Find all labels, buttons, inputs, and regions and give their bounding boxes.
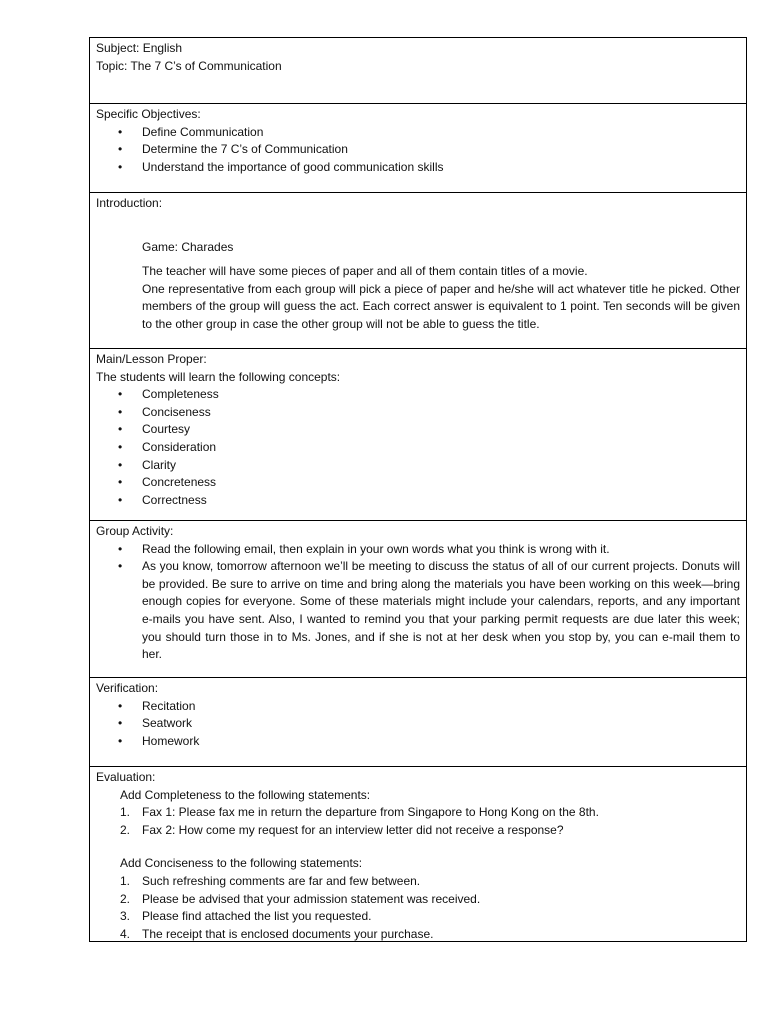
game-title: Game: Charades [142,239,234,254]
introduction-heading: Introduction: [96,196,163,210]
lesson-cell [89,349,747,521]
verification-cell [89,678,747,767]
evaluation-heading: Evaluation: [96,770,156,784]
list-item: • Recitation [142,698,740,716]
list-item: • Homework [142,733,740,751]
group-activity-heading: Group Activity: [96,524,174,538]
list-item: 3. Please find attached the list you requested. [120,909,372,924]
list-item: 2. Please be advised that your admission statement was received. [120,891,481,906]
list-item: • Conciseness [142,404,740,422]
lesson-heading: Main/Lesson Proper: [96,352,207,366]
list-item: • Concreteness [142,474,740,492]
list-item: • Determine the 7 C’s of Communication [142,141,740,159]
objectives-heading: Specific Objectives: [96,107,201,121]
header-cell [89,37,747,104]
evaluation-cell [89,767,747,942]
list-item: • Define Communication [142,124,740,142]
concepts-list [96,386,740,509]
conciseness-heading: Add Conciseness to the following statements: [120,856,363,871]
topic-line: Topic: The 7 C’s of Communication [96,58,282,73]
objectives-list [96,124,740,177]
introduction-cell [89,193,747,349]
group-activity-list [96,541,740,664]
list-item: 1. Fax 1: Please fax me in return the departure from Singapore to Hong Kong on the 8th. [120,805,599,820]
list-item: • Courtesy [142,421,740,439]
lesson-intro: The students will learn the following concepts: [96,369,341,384]
subject-line: Subject: English [96,41,183,55]
group-activity-cell [89,521,747,678]
list-item: • Seatwork [142,715,740,733]
list-item: 1. Such refreshing comments are far and few between. [120,873,421,888]
list-item: 4. The receipt that is enclosed documents your purchase. [120,926,434,941]
list-item: • Clarity [142,457,740,475]
list-item: • Consideration [142,439,740,457]
conciseness-list [96,873,740,943]
verification-heading: Verification: [96,681,159,695]
introduction-paragraph-2: One representative from each group will pick a piece of paper and he/she will act whatever title he picked. Other members of the group will guess the act. Each correct answer is equivalent to 1 point. Ten seconds will be given to the other group in case the other group will not be able to guess the title. [142,281,740,331]
list-item: • Correctness [142,492,740,510]
objectives-cell [89,104,747,193]
list-item: • Read the following email, then explain in your own words what you think is wrong with it. [142,541,740,559]
introduction-paragraph-1: The teacher will have some pieces of paper and all of them contain titles of a movie. [142,264,588,279]
list-item: 2. Fax 2: How come my request for an interview letter did not receive a response? [120,822,564,837]
email-text: • As you know, tomorrow afternoon we’ll be meeting to discuss the status of all of our current projects. Donuts will be provided. Be sure to arrive on time and bring along the materials you have been working on this week—bring enough copies for everyone. Some of these materials might include your calendars, reports, and any important e-mails you have sent. Also, I wanted to remind you that your parking permit requests are due later this week; you should turn those in to Ms. Jones, and if she is not at her desk when you stop by, you can e-mail them to her. [142,558,740,664]
list-item: • Understand the importance of good communication skills [142,159,740,177]
lesson-plan-table [89,37,747,942]
list-item: • Completeness [142,386,740,404]
completeness-list [96,804,740,839]
completeness-heading: Add Completeness to the following statements: [120,787,371,802]
verification-list [96,698,740,751]
